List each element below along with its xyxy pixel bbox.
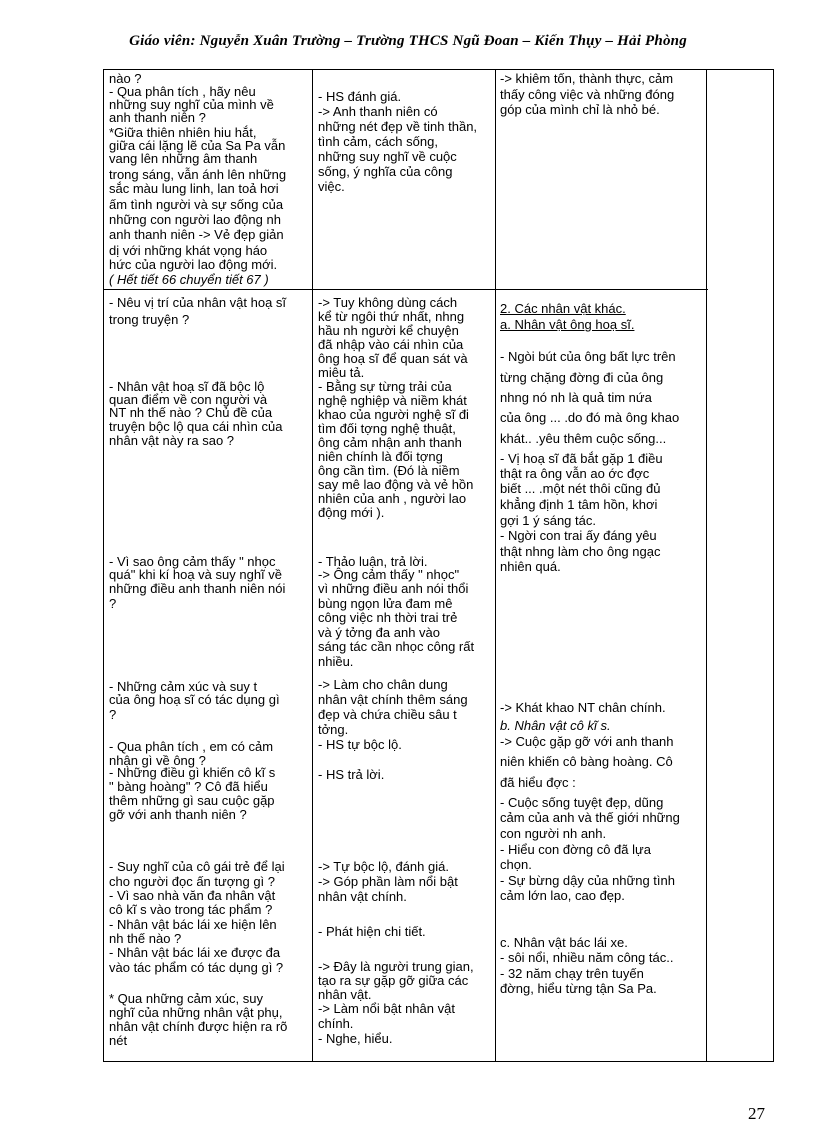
- col2-line: chính.: [318, 1016, 354, 1031]
- col2-line: công việc nh thời trai trẻ: [318, 610, 458, 625]
- col3-line: niên khiến cô bàng hoàng. Cô: [500, 754, 673, 769]
- col2-line: nhân vật chính.: [318, 889, 407, 904]
- col3-line: - Cuộc sống tuyệt đẹp, dũng: [500, 795, 664, 810]
- col3-line: gợi 1 ý sáng tác.: [500, 513, 596, 528]
- col1-line: quan điểm về con người và: [109, 392, 268, 407]
- col3-line: - Sự bừng dậy của những tình: [500, 873, 675, 888]
- col3-line: từng chặng đờng đi của ông: [500, 370, 664, 385]
- col3-line: nhiên quá.: [500, 559, 561, 574]
- col3-line: c. Nhân vật bác lái xe.: [500, 935, 628, 950]
- col1-line: * Qua những cảm xúc, suy: [109, 991, 263, 1006]
- col1-line: nh thế nào ?: [109, 931, 182, 946]
- col3-line: đờng, hiểu từng tận Sa Pa.: [500, 981, 657, 996]
- col2-line: những suy nghĩ về cuộc: [318, 149, 457, 164]
- col2-line: hầu nh người kể chuyện: [318, 323, 459, 338]
- col1-line: ?: [109, 707, 117, 722]
- col2-line: - Nghe, hiểu.: [318, 1031, 393, 1046]
- col2-line: ông cảm nhận anh thanh: [318, 435, 462, 450]
- col1-line: - Những điều gì khiến cô kĩ s: [109, 765, 276, 780]
- col2-line: nhân vật.: [318, 987, 372, 1002]
- col1-line: những điều anh thanh niên nói: [109, 581, 286, 596]
- col3-line: - Vị hoạ sĩ đã bắt gặp 1 điều: [500, 451, 663, 466]
- col2-line: và ý tởng đa anh vào: [318, 625, 440, 640]
- col2-line: khao của người nghệ sĩ đi: [318, 407, 469, 422]
- col2-line: sống, ý nghĩa của công: [318, 164, 453, 179]
- col2-line: -> Anh thanh niên có: [318, 104, 438, 119]
- col1-line: nghĩ của những nhân vật phụ,: [109, 1005, 283, 1020]
- col2-line: -> Tuy không dùng cách: [318, 295, 458, 310]
- col2-line: ông cần tìm. (Đó là niềm: [318, 463, 460, 478]
- col2-line: kể từ ngôi thứ nhất, nhng: [318, 309, 465, 324]
- col1-line: nào ?: [109, 71, 142, 86]
- col2-line: ông hoạ sĩ để quan sát và: [318, 351, 468, 366]
- col2-line: say mê lao động và vẻ hồn: [318, 477, 474, 492]
- page-header: Giáo viên: Nguyễn Xuân Trường – Trường THCS Ngũ Đoan – Kiến Thụy – Hải Phòng: [129, 33, 687, 49]
- col3-line: - Hiểu con đờng cô đã lựa: [500, 842, 651, 857]
- col1-line: *Giữa thiên nhiên hiu hắt,: [109, 125, 257, 140]
- col1-line: dị với những khát vọng háo: [109, 243, 268, 258]
- col1-line: trong sáng, vẫn ánh lên những: [109, 167, 287, 182]
- col1-line: vang lên những âm thanh: [109, 151, 258, 166]
- col1-line: - Nhân vật bác lái xe hiện lên: [109, 917, 277, 932]
- col3-line: con người nh anh.: [500, 826, 607, 841]
- col1-line: thêm những gì sau cuộc gặp: [109, 793, 275, 808]
- col3-line: thật ra ông vẫn ao ớc đợc: [500, 466, 650, 481]
- col1-line: vào tác phẩm có tác dụng gì ?: [109, 960, 284, 975]
- col2-line: tạo ra sự gặp gỡ giữa các: [318, 973, 469, 988]
- col3-line: khẳng định 1 tâm hồn, khơi: [500, 497, 658, 512]
- col1-line: sắc màu lung linh, lan toả hơi: [109, 181, 279, 196]
- page-number: 27: [748, 1104, 765, 1123]
- col2-line: - Thảo luận, trả lời.: [318, 554, 428, 569]
- col3-line: thấy công việc và những đóng: [500, 87, 675, 102]
- col1-line: - Nhân vật hoạ sĩ đã bộc lộ: [109, 379, 265, 394]
- lesson-table: [103, 69, 774, 1062]
- col1-line: - Suy nghĩ của cô gái trẻ để lại: [109, 859, 285, 874]
- col3-line: - 32 năm chạy trên tuyến: [500, 966, 644, 981]
- col2-line: nhiều.: [318, 654, 354, 669]
- col3-line: -> khiêm tốn, thành thực, cảm: [500, 71, 674, 86]
- col2-line: -> Đây là người trung gian,: [318, 959, 474, 974]
- col3-line: đã hiểu đợc :: [500, 775, 576, 790]
- col3-line: cảm lớn lao, cao đẹp.: [500, 888, 625, 903]
- col2-line: vì những điều anh nói thổi: [318, 581, 469, 596]
- col2-line: - HS đánh giá.: [318, 89, 402, 104]
- col2-line: - Bằng sự từng trải của: [318, 379, 452, 394]
- col2-line: sáng tác cần nhọc công rất: [318, 639, 475, 654]
- col3-line: khát.. .yêu thêm cuộc sống...: [500, 431, 667, 446]
- col2-line: tởng.: [318, 722, 349, 737]
- col2-line: -> Làm nổi bật nhân vật: [318, 1001, 455, 1016]
- col3-line: -> Khát khao NT chân chính.: [500, 700, 666, 715]
- col2-line: miêu tả.: [318, 365, 365, 380]
- col2-line: - HS trả lời.: [318, 767, 385, 782]
- column-divider-1: [312, 70, 313, 1061]
- col1-line: nét: [109, 1033, 128, 1048]
- col1-line: những con người lao động nh: [109, 212, 281, 227]
- col1-line: - Nêu vị trí của nhân vật hoạ sĩ: [109, 295, 287, 310]
- col2-line: niên chính là đối tợng: [318, 449, 443, 464]
- col1-line: hức của người lao động mới.: [109, 257, 278, 272]
- col3-line: - sôi nổi, nhiều năm công tác..: [500, 950, 674, 965]
- col2-line: nghệ nghiệp và niềm khát: [318, 393, 467, 408]
- col2-line: bùng ngọn lửa đam mê: [318, 596, 453, 611]
- col1-line: những suy nghĩ của mình về: [109, 97, 274, 112]
- row-divider-right: [496, 289, 708, 290]
- col2-line: động mới ).: [318, 505, 385, 520]
- col1-line: - Vì sao nhà văn đa nhân vật: [109, 888, 276, 903]
- col1-line: - Nhân vật bác lái xe được đa: [109, 945, 281, 960]
- col3-line: -> Cuộc gặp gỡ với anh thanh: [500, 734, 674, 749]
- column-divider-2: [495, 70, 496, 1061]
- col3-line: thật nhng làm cho ông ngạc: [500, 544, 661, 559]
- col1-line: trong truyện ?: [109, 312, 190, 327]
- col1-line: NT nh thế nào ? Chủ đề của: [109, 405, 273, 420]
- col3-line: biết ... .một nét thôi cũng đủ: [500, 481, 661, 496]
- col3-line: - Ngòi bút của ông bất lực trên: [500, 349, 676, 364]
- col3-line: của ông ... .do đó mà ông khao: [500, 410, 680, 425]
- col3-line: - Ngời con trai ấy đáng yêu: [500, 528, 657, 543]
- col1-line: của ông hoạ sĩ có tác dụng gì: [109, 692, 280, 707]
- col2-line: nhiên của anh , người lao: [318, 491, 467, 506]
- col3-line: góp của mình chỉ là nhỏ bé.: [500, 102, 660, 117]
- col1-line: truyện bộc lộ qua cái nhìn của: [109, 419, 283, 434]
- col1-line: " bàng hoàng" ? Cô đã hiểu: [109, 779, 268, 794]
- col1-line: ấm tình người và sự sống của: [109, 197, 284, 212]
- col1-line: anh thanh niên -> Vẻ đẹp giản: [109, 227, 284, 242]
- col1-line: giữa cái lặng lẽ của Sa Pa vẫn: [109, 138, 286, 153]
- column-divider-3: [706, 70, 707, 1061]
- col1-line: nhân vật này ra sao ?: [109, 433, 235, 448]
- col1-line: nhận gì về ông ?: [109, 753, 206, 768]
- col2-line: -> Ông cảm thấy " nhọc": [318, 567, 460, 582]
- col1-line: cô kĩ s vào trong tác phẩm ?: [109, 902, 273, 917]
- col3-line: a. Nhân vật ông hoạ sĩ.: [500, 317, 635, 332]
- col2-line: -> Làm cho chân dung: [318, 677, 448, 692]
- col1-line: - Vì sao ông cảm thấy " nhọc: [109, 554, 276, 569]
- col2-line: - Phát hiện chi tiết.: [318, 924, 426, 939]
- col2-line: tìm đối tợng nghệ thuật,: [318, 421, 456, 436]
- col3-line: 2. Các nhân vật khác.: [500, 301, 626, 316]
- col1-line: cho người đọc ấn tượng gì ?: [109, 874, 275, 889]
- col1-line: nhân vật chính được hiện ra rõ: [109, 1019, 288, 1034]
- col1-line: gỡ với anh thanh niên ?: [109, 807, 247, 822]
- col1-line: anh thanh niên ?: [109, 110, 206, 125]
- col3-line: nhng nó nh là quả tim nứa: [500, 390, 652, 405]
- col2-line: - HS tự bộc lộ.: [318, 737, 402, 752]
- col2-line: việc.: [318, 179, 345, 194]
- col1-line: ( Hết tiết 66 chuyển tiết 67 ): [109, 272, 269, 287]
- col2-line: những nét đẹp về tinh thần,: [318, 119, 478, 134]
- col3-line: chọn.: [500, 857, 532, 872]
- col2-line: tình cảm, cách sống,: [318, 134, 438, 149]
- col2-line: -> Tự bộc lộ, đánh giá.: [318, 859, 449, 874]
- col2-line: đã nhập vào cái nhìn của: [318, 337, 464, 352]
- col1-line: - Qua phân tích , em có cảm: [109, 739, 274, 754]
- col2-line: -> Góp phần làm nổi bật: [318, 874, 458, 889]
- col1-line: quá" khi kí hoạ và suy nghĩ về: [109, 567, 282, 582]
- col1-line: ?: [109, 596, 117, 611]
- col2-line: nhân vật chính thêm sáng: [318, 692, 468, 707]
- col3-line: b. Nhân vật cô kĩ s.: [500, 718, 611, 733]
- col3-line: cảm của anh và thế giới những: [500, 810, 680, 825]
- col1-line: - Qua phân tích , hãy nêu: [109, 84, 256, 99]
- col1-line: - Những cảm xúc và suy t: [109, 679, 258, 694]
- col2-line: đẹp và chứa chiều sâu t: [318, 707, 457, 722]
